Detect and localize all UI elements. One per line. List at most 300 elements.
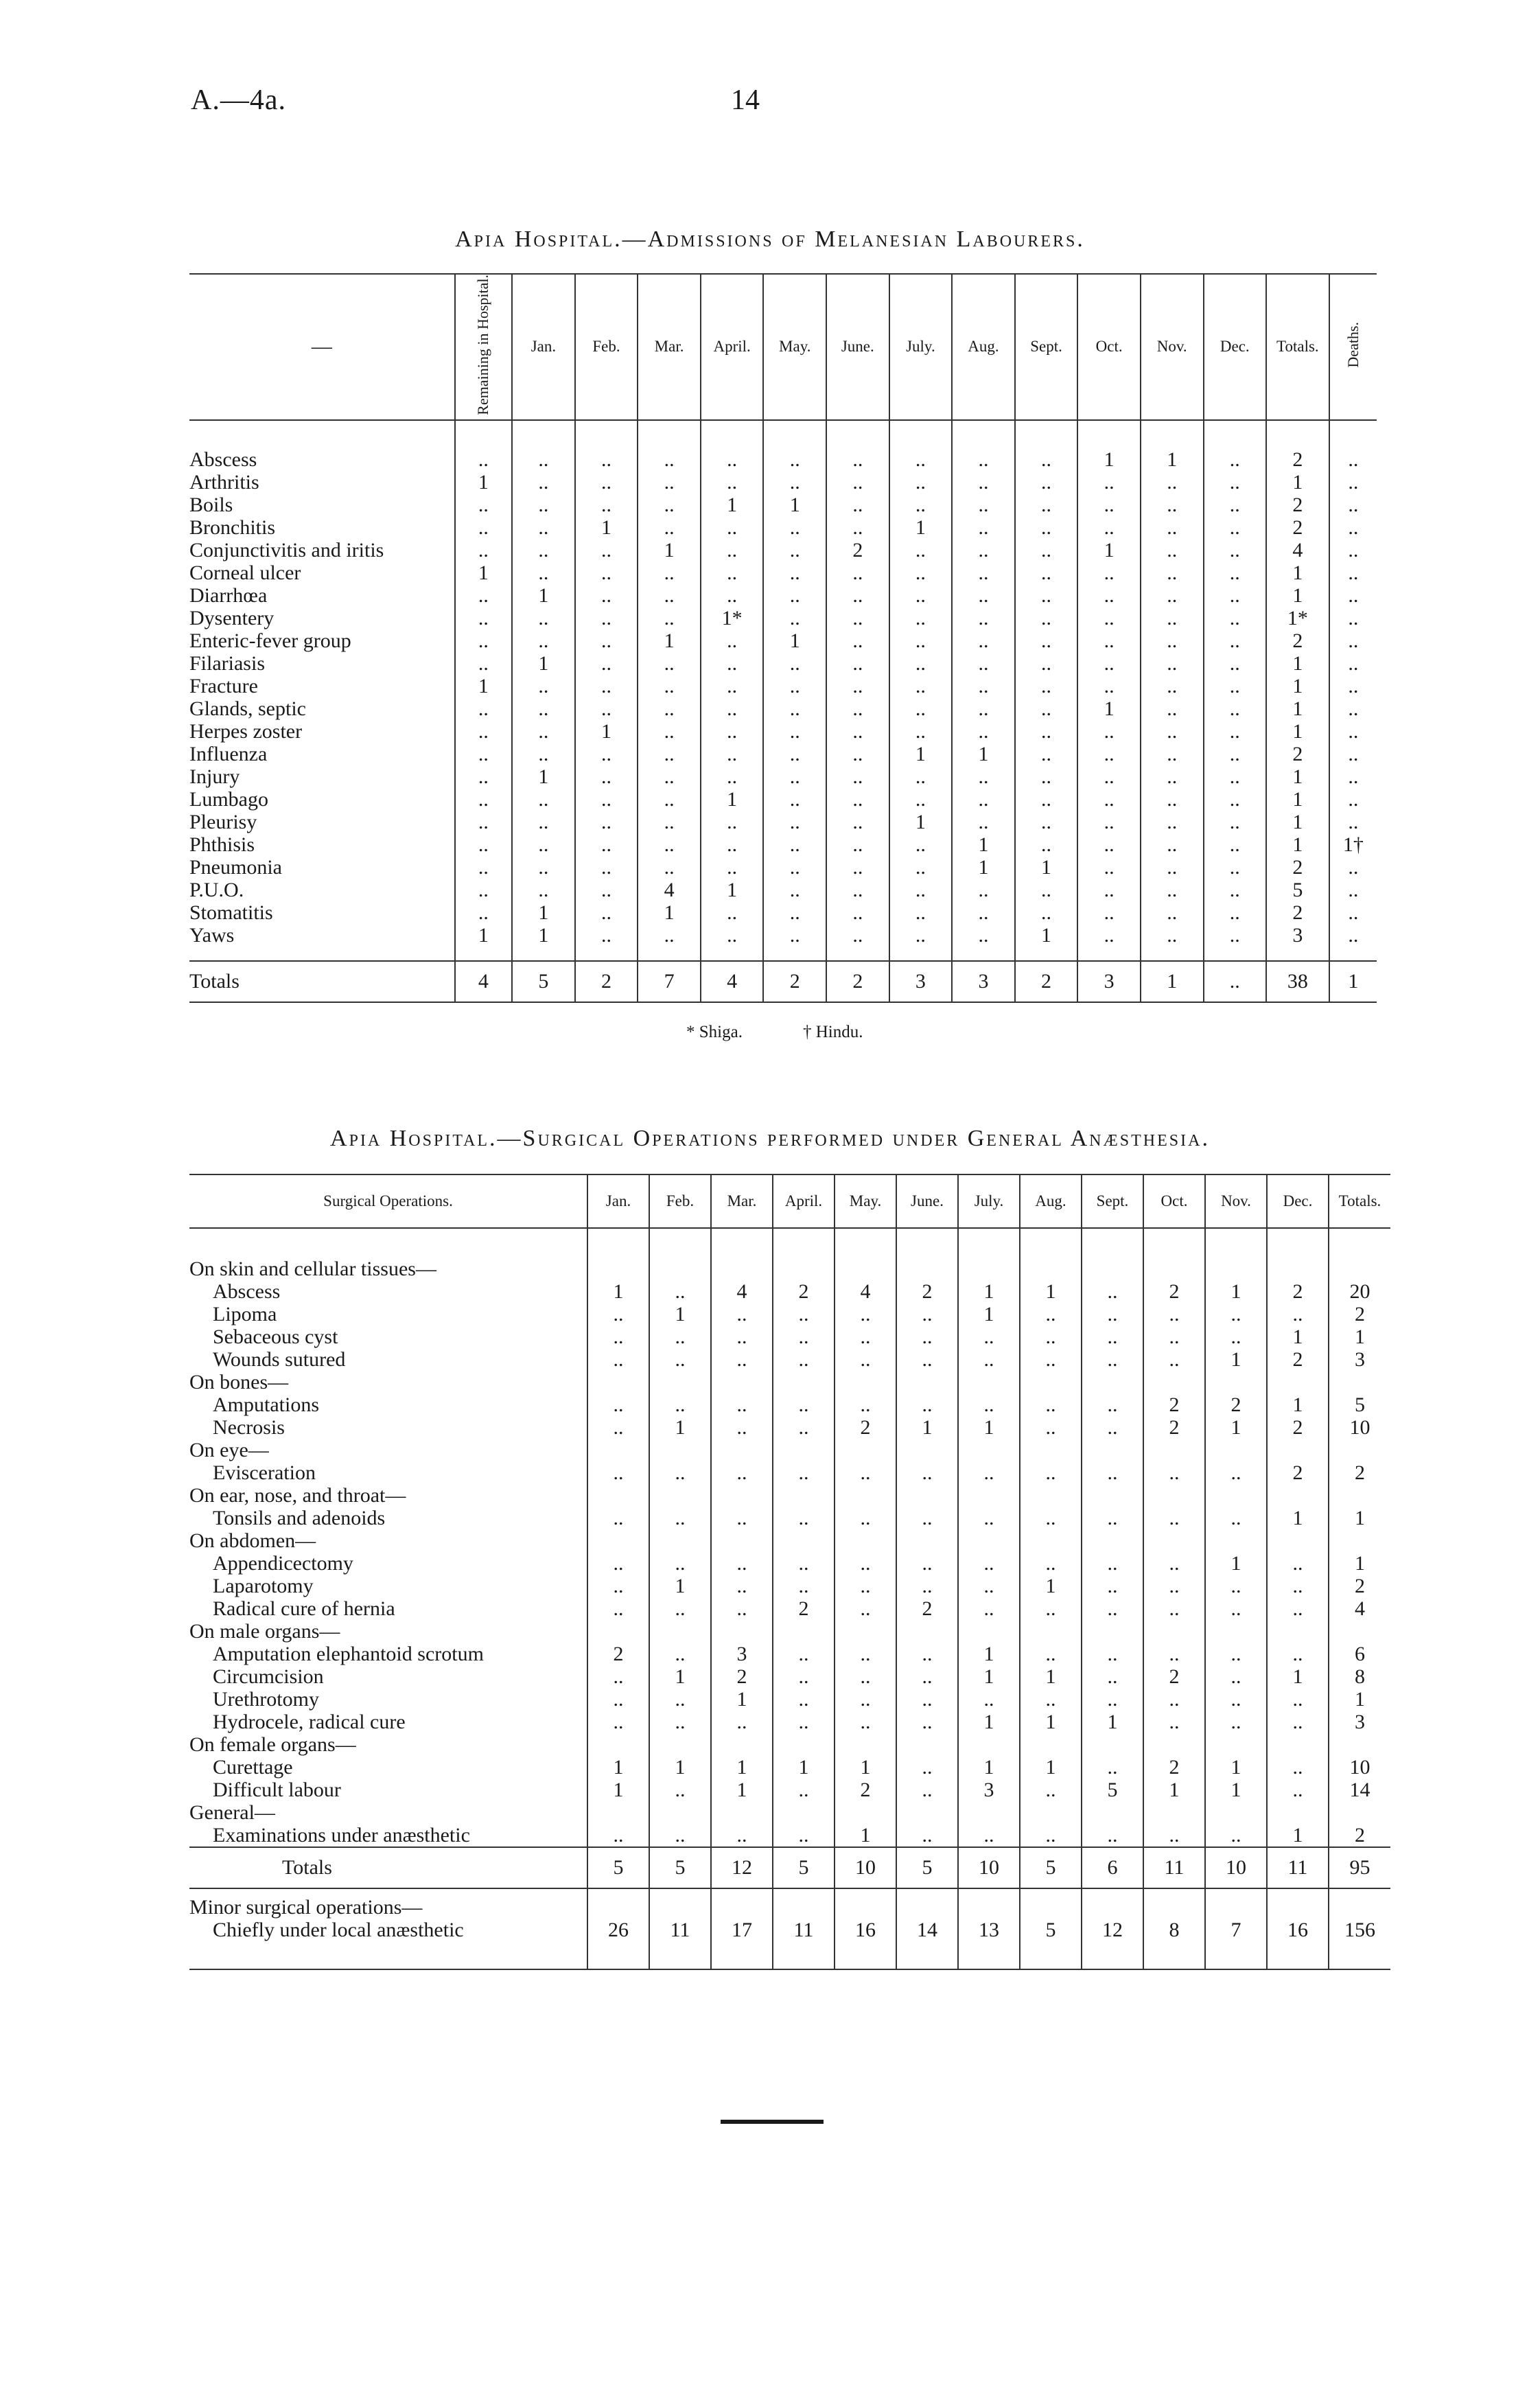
value-cell: 2 (896, 1280, 958, 1303)
value-cell: .. (773, 1665, 835, 1688)
row-label: Glands, septic (189, 697, 306, 720)
empty-cell (711, 1439, 773, 1461)
value-cell: .. (1204, 720, 1267, 743)
spacer-cell (1329, 1228, 1390, 1258)
value-cell: 1 (711, 1779, 773, 1801)
value-cell: 5 (1329, 1393, 1390, 1416)
value-cell: .. (1204, 856, 1267, 879)
spacer-cell (1267, 1888, 1329, 1896)
empty-cell (649, 1801, 711, 1824)
value-cell: 1 (835, 1756, 896, 1779)
value-cell: 1 (1329, 1552, 1390, 1575)
spacer-cell (1082, 1888, 1143, 1896)
value-cell: .. (512, 856, 575, 879)
value-cell: .. (896, 1325, 958, 1348)
value-cell: .. (826, 516, 889, 539)
value-cell: .. (1329, 811, 1377, 833)
spacer-cell (1141, 947, 1204, 961)
value-cell: .. (835, 1597, 896, 1620)
empty-cell (587, 1371, 649, 1393)
value-cell: .. (701, 833, 764, 856)
value-cell: .. (1082, 1280, 1143, 1303)
value-cell: 3 (1266, 924, 1329, 947)
value-cell: .. (1077, 811, 1141, 833)
value-cell: .. (649, 1280, 711, 1303)
row-label: Stomatitis (189, 901, 273, 924)
value-cell: .. (1141, 652, 1204, 675)
value-cell: .. (952, 494, 1015, 516)
value-cell: .. (1015, 516, 1078, 539)
value-cell: .. (763, 743, 826, 765)
spacer-cell (1267, 1941, 1329, 1969)
empty-cell (1143, 1620, 1205, 1643)
admissions-col-header: Feb. (575, 274, 638, 420)
totals-cell: 1 (1329, 961, 1377, 1002)
value-cell: 1 (1082, 1711, 1143, 1733)
empty-cell (1082, 1529, 1143, 1552)
value-cell: .. (1141, 471, 1204, 494)
empty-cell (1082, 1801, 1143, 1824)
value-cell: .. (587, 1575, 649, 1597)
table-row (189, 1507, 1390, 1529)
value-cell: .. (455, 539, 512, 562)
value-cell: .. (1015, 607, 1078, 629)
empty-cell (1020, 1484, 1082, 1507)
value-cell: .. (889, 539, 953, 562)
empty-cell (1329, 1801, 1390, 1824)
spacer-cell (889, 420, 953, 448)
value-cell: .. (649, 1552, 711, 1575)
value-cell: .. (638, 697, 701, 720)
empty-cell (773, 1258, 835, 1280)
value-cell: .. (455, 584, 512, 607)
value-cell: .. (1082, 1688, 1143, 1711)
value-cell: .. (587, 1325, 649, 1348)
empty-cell (1143, 1801, 1205, 1824)
value-cell: .. (1141, 901, 1204, 924)
value-cell: .. (1143, 1325, 1205, 1348)
value-cell: .. (896, 1665, 958, 1688)
value-cell: .. (1020, 1824, 1082, 1847)
value-cell: .. (575, 788, 638, 811)
totals-cell: 4 (701, 961, 764, 1002)
value-cell: .. (638, 856, 701, 879)
category-heading-row (189, 1896, 1390, 1919)
empty-cell (1329, 1733, 1390, 1756)
value-cell: .. (1204, 562, 1267, 584)
value-cell: .. (701, 697, 764, 720)
value-cell: .. (1020, 1643, 1082, 1665)
value-cell: .. (649, 1461, 711, 1484)
value-cell: 2 (1266, 516, 1329, 539)
value-cell: .. (896, 1393, 958, 1416)
spacer-cell (889, 947, 953, 961)
value-cell: .. (1082, 1824, 1143, 1847)
value-cell: 2 (1267, 1348, 1329, 1371)
row-label: Circumcision (213, 1665, 324, 1688)
value-cell: 1 (1266, 675, 1329, 697)
spacer-cell (455, 420, 512, 448)
value-cell: .. (1143, 1824, 1205, 1847)
value-cell: .. (1204, 494, 1267, 516)
value-cell: .. (512, 539, 575, 562)
table-row (189, 901, 1377, 924)
value-cell: .. (896, 1461, 958, 1484)
value-cell: .. (1141, 697, 1204, 720)
value-cell: 1 (896, 1416, 958, 1439)
value-cell: .. (512, 811, 575, 833)
row-label: Amputation elephantoid scrotum (213, 1643, 484, 1665)
value-cell: 1 (1266, 811, 1329, 833)
admissions-col-header: Mar. (638, 274, 701, 420)
value-cell: 2 (773, 1280, 835, 1303)
empty-cell (1020, 1439, 1082, 1461)
admissions-col-header: July. (889, 274, 953, 420)
spacer-cell (1077, 420, 1141, 448)
value-cell: .. (1015, 562, 1078, 584)
value-cell: 2 (1266, 856, 1329, 879)
value-cell: .. (575, 833, 638, 856)
value-cell: 2 (1267, 1416, 1329, 1439)
value-cell: .. (1077, 471, 1141, 494)
operations-col-header: Feb. (649, 1174, 711, 1228)
empty-cell (711, 1529, 773, 1552)
empty-cell (896, 1801, 958, 1824)
value-cell: .. (1141, 833, 1204, 856)
value-cell: 1 (638, 629, 701, 652)
value-cell: .. (1329, 924, 1377, 947)
value-cell: 3 (1329, 1348, 1390, 1371)
value-cell: .. (1329, 743, 1377, 765)
spacer-cell (1082, 1228, 1143, 1258)
value-cell: .. (649, 1348, 711, 1371)
value-cell: .. (1020, 1461, 1082, 1484)
row-label: Dysentery (189, 606, 275, 629)
value-cell: .. (1141, 743, 1204, 765)
empty-cell (1020, 1733, 1082, 1756)
value-cell: .. (1077, 856, 1141, 879)
admissions-col-header: Dec. (1204, 274, 1267, 420)
value-cell: .. (1329, 471, 1377, 494)
empty-cell (773, 1801, 835, 1824)
value-cell: .. (587, 1824, 649, 1847)
empty-cell (773, 1733, 835, 1756)
value-cell: .. (1077, 494, 1141, 516)
value-cell: 1 (575, 720, 638, 743)
value-cell: .. (835, 1393, 896, 1416)
totals-cell: 1 (1141, 961, 1204, 1002)
value-cell: 10 (1329, 1756, 1390, 1779)
value-cell: 6 (1329, 1643, 1390, 1665)
value-cell: 1 (711, 1688, 773, 1711)
value-cell: .. (835, 1507, 896, 1529)
value-cell: .. (1329, 562, 1377, 584)
value-cell: 1 (1015, 924, 1078, 947)
value-cell: .. (512, 448, 575, 471)
value-cell: .. (826, 584, 889, 607)
value-cell: .. (826, 879, 889, 901)
value-cell: 1 (587, 1280, 649, 1303)
spacer-cell (826, 420, 889, 448)
value-cell: 1 (1267, 1325, 1329, 1348)
value-cell: 1† (1329, 833, 1377, 856)
value-cell: .. (826, 697, 889, 720)
value-cell: 8 (1143, 1919, 1205, 1941)
value-cell: 5 (1266, 879, 1329, 901)
value-cell: 1 (1205, 1416, 1267, 1439)
category-heading-row (189, 1801, 1390, 1824)
table-row (189, 856, 1377, 879)
value-cell: .. (826, 562, 889, 584)
value-cell: .. (638, 720, 701, 743)
value-cell: .. (1205, 1325, 1267, 1348)
table-row (189, 1711, 1390, 1733)
empty-cell (1205, 1439, 1267, 1461)
value-cell: .. (1143, 1597, 1205, 1620)
value-cell: 2 (1329, 1824, 1390, 1847)
value-cell: 1 (1329, 1325, 1390, 1348)
spacer-cell (896, 1941, 958, 1969)
value-cell: .. (1077, 562, 1141, 584)
spacer-cell (1082, 1941, 1143, 1969)
empty-cell (1082, 1258, 1143, 1280)
spacer-cell (1266, 947, 1329, 961)
value-cell: .. (587, 1507, 649, 1529)
spacer-cell (638, 420, 701, 448)
admissions-col-header (455, 274, 512, 420)
value-cell: .. (1077, 788, 1141, 811)
value-cell: .. (1141, 924, 1204, 947)
empty-cell (1082, 1371, 1143, 1393)
spacer-cell (1020, 1228, 1082, 1258)
totals-cell: 3 (1077, 961, 1141, 1002)
value-cell: 1 (638, 539, 701, 562)
value-cell: 2 (1267, 1280, 1329, 1303)
spacer-cell (1020, 1941, 1082, 1969)
spacer-cell (1205, 1228, 1267, 1258)
value-cell: 2 (773, 1597, 835, 1620)
value-cell: .. (773, 1575, 835, 1597)
table-row (189, 697, 1377, 720)
table-row (189, 1824, 1390, 1847)
value-cell: .. (638, 494, 701, 516)
empty-cell (1267, 1733, 1329, 1756)
value-cell: 2 (826, 539, 889, 562)
value-cell: .. (575, 765, 638, 788)
value-cell: .. (1015, 879, 1078, 901)
value-cell: .. (1204, 924, 1267, 947)
value-cell: .. (889, 879, 953, 901)
value-cell: 2 (1143, 1416, 1205, 1439)
value-cell: 5 (1082, 1779, 1143, 1801)
value-cell: .. (587, 1597, 649, 1620)
empty-cell (896, 1371, 958, 1393)
empty-cell (587, 1439, 649, 1461)
value-cell: .. (455, 448, 512, 471)
spacer-cell (638, 947, 701, 961)
value-cell: 1 (1205, 1552, 1267, 1575)
empty-cell (1020, 1896, 1082, 1919)
empty-cell (773, 1620, 835, 1643)
spacer-cell (1143, 1941, 1205, 1969)
value-cell: .. (826, 607, 889, 629)
operations-col-header: June. (896, 1174, 958, 1228)
value-cell: .. (1205, 1643, 1267, 1665)
value-cell: .. (835, 1303, 896, 1325)
value-cell: .. (763, 924, 826, 947)
value-cell: 4 (1266, 539, 1329, 562)
value-cell: 1 (1266, 652, 1329, 675)
footnote-shiga: * Shiga. (686, 1023, 743, 1041)
table-row (189, 1575, 1390, 1597)
value-cell: .. (1077, 652, 1141, 675)
value-cell: .. (1141, 765, 1204, 788)
table-row (189, 562, 1377, 584)
operations-col-header: Sept. (1082, 1174, 1143, 1228)
empty-cell (1205, 1371, 1267, 1393)
value-cell: .. (1329, 629, 1377, 652)
value-cell: .. (638, 562, 701, 584)
value-cell: .. (701, 471, 764, 494)
value-cell: 1 (512, 765, 575, 788)
value-cell: .. (512, 720, 575, 743)
totals-cell: 10 (1205, 1847, 1267, 1888)
totals-cell: 3 (889, 961, 953, 1002)
row-label: P.U.O. (189, 878, 244, 901)
empty-cell (711, 1733, 773, 1756)
value-cell: .. (952, 675, 1015, 697)
value-cell: .. (1020, 1597, 1082, 1620)
value-cell: .. (1141, 720, 1204, 743)
spacer-cell (1077, 947, 1141, 961)
value-cell: .. (889, 562, 953, 584)
value-cell: 2 (1143, 1665, 1205, 1688)
category-heading-row (189, 1258, 1390, 1280)
value-cell: .. (1141, 607, 1204, 629)
value-cell: .. (896, 1303, 958, 1325)
value-cell: 1 (1266, 697, 1329, 720)
totals-cell: 5 (1020, 1847, 1082, 1888)
value-cell: .. (1267, 1597, 1329, 1620)
value-cell: 1 (1205, 1779, 1267, 1801)
category-heading-row (189, 1733, 1390, 1756)
value-cell: .. (1329, 584, 1377, 607)
value-cell: 1 (889, 516, 953, 539)
value-cell: .. (896, 1688, 958, 1711)
value-cell: .. (575, 879, 638, 901)
value-cell: .. (711, 1507, 773, 1529)
value-cell: .. (952, 720, 1015, 743)
value-cell: 4 (835, 1280, 896, 1303)
value-cell: 1 (1077, 448, 1141, 471)
empty-cell (896, 1620, 958, 1643)
empty-cell (773, 1371, 835, 1393)
value-cell: .. (1015, 539, 1078, 562)
empty-cell (773, 1484, 835, 1507)
value-cell: .. (952, 629, 1015, 652)
table-row (189, 1348, 1390, 1371)
value-cell: 1 (952, 856, 1015, 879)
category-heading-row (189, 1620, 1390, 1643)
value-cell: .. (773, 1552, 835, 1575)
value-cell: .. (701, 516, 764, 539)
row-label: Curettage (213, 1756, 293, 1779)
spacer-cell (701, 420, 764, 448)
value-cell: 1 (1141, 448, 1204, 471)
empty-cell (1020, 1258, 1082, 1280)
value-cell: 2 (1266, 743, 1329, 765)
value-cell: 1 (1266, 720, 1329, 743)
value-cell: 2 (1329, 1575, 1390, 1597)
admissions-col-header: Sept. (1015, 274, 1078, 420)
value-cell: 1 (575, 516, 638, 539)
spacer-cell (896, 1888, 958, 1896)
row-label: Filariasis (189, 651, 265, 675)
value-cell: .. (773, 1779, 835, 1801)
value-cell: .. (1329, 652, 1377, 675)
value-cell: .. (1204, 811, 1267, 833)
table-row (189, 833, 1377, 856)
value-cell: 1 (1205, 1348, 1267, 1371)
spacer-cell (189, 1941, 587, 1969)
value-cell: 1 (701, 879, 764, 901)
value-cell: .. (649, 1325, 711, 1348)
value-cell: 1 (587, 1779, 649, 1801)
spacer-cell (189, 420, 455, 448)
spacer-cell (952, 420, 1015, 448)
value-cell: .. (1015, 652, 1078, 675)
empty-cell (1329, 1484, 1390, 1507)
value-cell: .. (896, 1824, 958, 1847)
spacer-cell (773, 1228, 835, 1258)
value-cell: .. (638, 471, 701, 494)
table-row (189, 924, 1377, 947)
value-cell: 1 (958, 1665, 1020, 1688)
value-cell: .. (701, 448, 764, 471)
category-heading-row (189, 1484, 1390, 1507)
table-row (189, 811, 1377, 833)
value-cell: 1 (1266, 833, 1329, 856)
value-cell: .. (1020, 1325, 1082, 1348)
value-cell: .. (1082, 1665, 1143, 1688)
value-cell: .. (638, 743, 701, 765)
table-row (189, 675, 1377, 697)
table-row (189, 879, 1377, 901)
value-cell: .. (826, 833, 889, 856)
value-cell: 1 (512, 584, 575, 607)
value-cell: .. (512, 833, 575, 856)
empty-cell (896, 1258, 958, 1280)
value-cell: 1 (1267, 1824, 1329, 1847)
value-cell: .. (1204, 584, 1267, 607)
totals-cell: 7 (638, 961, 701, 1002)
value-cell: .. (1015, 833, 1078, 856)
value-cell: .. (1141, 675, 1204, 697)
empty-cell (1082, 1439, 1143, 1461)
empty-cell (1205, 1529, 1267, 1552)
value-cell: .. (1015, 448, 1078, 471)
spacer-cell (575, 947, 638, 961)
totals-cell: 2 (763, 961, 826, 1002)
value-cell: .. (889, 788, 953, 811)
value-cell: .. (711, 1552, 773, 1575)
spacer-cell (189, 947, 455, 961)
empty-cell (649, 1484, 711, 1507)
value-cell: 1 (958, 1303, 1020, 1325)
value-cell: .. (575, 539, 638, 562)
empty-cell (958, 1371, 1020, 1393)
empty-cell (958, 1733, 1020, 1756)
